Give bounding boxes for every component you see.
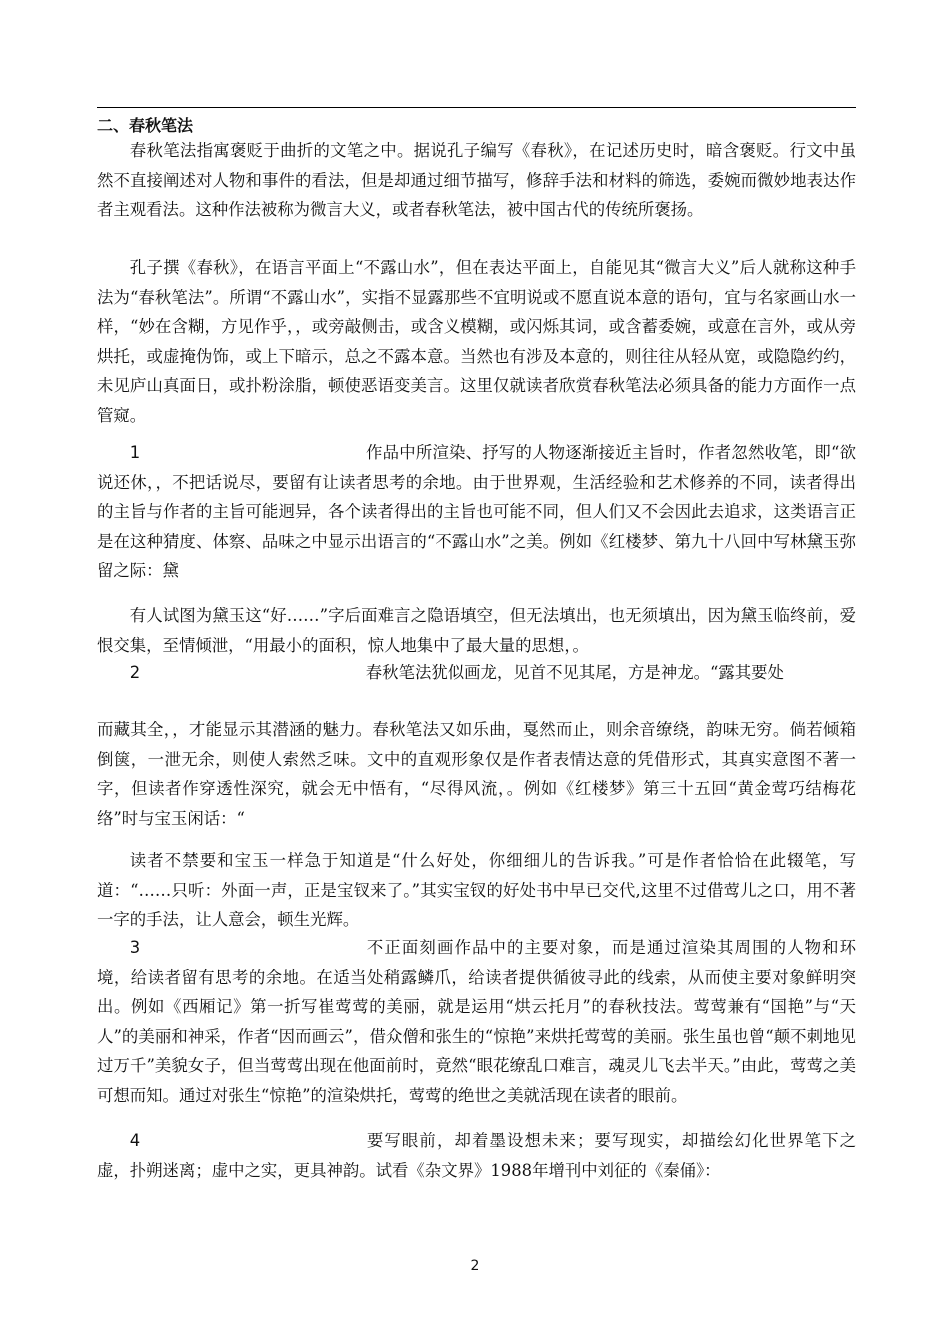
point-4-text: 要写眼前，却着墨设想未来；要写现实，却描绘幻化世界笔下之虚，扑朔迷离；虚中之实，更具神韵。试看《杂文界》1988年增刊中刘征的《秦俑》： (97, 1131, 856, 1180)
point-3-text: 不正面刻画作品中的主要对象，而是通过渲染其周围的人物和环境，给读者留有思考的余地。在适当处稍露鳞爪，给读者提供循彼寻此的线索，从而使主要对象鲜明突出。例如《西厢记》第一折写崔莺莺的美丽，就是运用“烘云托月”的春秋技法。莺莺兼有“国艳”与“天人”的美丽和神采，作者“因而画云”，借众僧和张生的“惊艳”来烘托莺莺的美丽。张生虽也曾“颠不刺地见过万千”美貌女子，但当莺莺出现在他面前时，竟然“眼花缭乱口难言，魂灵儿飞去半天。”由此，莺莺之美可想而知。通过对张生“惊艳”的渲染烘托，莺莺的绝世之美就活现在读者的眼前。 (97, 938, 856, 1105)
paragraph-intro: 春秋笔法指寓褒贬于曲折的文笔之中。据说孔子编写《春秋》，在记述历史时，暗含褒贬。行文中虽然不直接阐述对人物和事件的看法，但是却通过细节描写，修辞手法和材料的筛选，委婉而微妙地表达作者主观看法。这种作法被称为微言大义，或者春秋笔法，被中国古代的传统所褒扬。 (97, 141, 856, 220)
paragraph-daiyu: 有人试图为黛玉这“好……”字后面难言之隐语填空，但无法填出，也无须填出，因为黛玉临终前，爱恨交集，至情倾泄，“用最小的面积，惊人地集中了最大量的思想，。 (97, 606, 856, 655)
section-heading: 二、春秋笔法 (97, 116, 194, 135)
header-rule (97, 107, 856, 108)
point-1 (97, 438, 856, 586)
point-2-text: 春秋笔法犹似画龙，见首不见其尾，方是神龙。“露其要处 (365, 663, 784, 682)
point-2 (97, 658, 856, 688)
point-3-number: 3 (129, 938, 141, 957)
point-4-number: 4 (129, 1131, 141, 1150)
paragraph-baochai: 读者不禁要和宝玉一样急于知道是“什么好处，你细细儿的告诉我。”可是作者恰恰在此辍笔，写道：“……只听：外面一声，正是宝钗来了。”其实宝钗的好处书中早已交代,这里不过借莺儿之口，用不著一字的手法，让人意会，顿生光辉。 (97, 851, 856, 930)
page-number: 2 (470, 1258, 480, 1274)
point-3 (97, 933, 856, 1111)
point-1-number: 1 (129, 443, 141, 462)
point-2-number: 2 (129, 663, 141, 682)
paragraph-confucius: 孔子撰《春秋》，在语言平面上“不露山水”，但在表达平面上，自能见其“微言大义”后人就称这种手法为“春秋笔法”。所谓“不露山水”，实指不显露那些不宜明说或不愿直说本意的语句，宜与名家画山水一样，“妙在含糊，方见作乎，，或旁敲侧击，或含义模糊，或闪烁其词，或含蓄委婉，或意在言外，或从旁烘托，或虚掩伪饰，或上下暗示，总之不露本意。当然也有涉及本意的，则往往从轻从宽，或隐隐约约，未见庐山真面日，或扑粉涂脂，顿使恶语变美言。这里仅就读者欣赏春秋笔法必须具备的能力方面作一点管窥。 (97, 258, 856, 425)
point-1-text: 作品中所渲染、抒写的人物逐渐接近主旨时，作者忽然收笔，即“欲说还休，，不把话说尽，要留有让读者思考的余地。由于世界观，生活经验和艺术修养的不同，读者得出的主旨与作者的主旨可能迥异，各个读者得出的主旨也可能不同，但人们又不会因此去追求，这类语言正是在这种猜度、体察、品味之中显示出语言的“不露山水”之美。例如《红楼梦、第九十八回中写林黛玉弥留之际：黛 (97, 443, 856, 581)
point-4 (97, 1126, 856, 1185)
paragraph-dragon: 而藏其全，，才能显示其潜涵的魅力。春秋笔法又如乐曲，戛然而止，则余音缭绕，韵味无穷。倘若倾箱倒箧，一泄无余，则使人索然乏味。文中的直观形象仅是作者表情达意的凭借形式，其真实意图不著一字，但读者作穿透性深究，就会无中悟有，“尽得风流，。例如《红楼梦》第三十五回“黄金莺巧结梅花络”时与宝玉闲话：“ (97, 720, 856, 828)
